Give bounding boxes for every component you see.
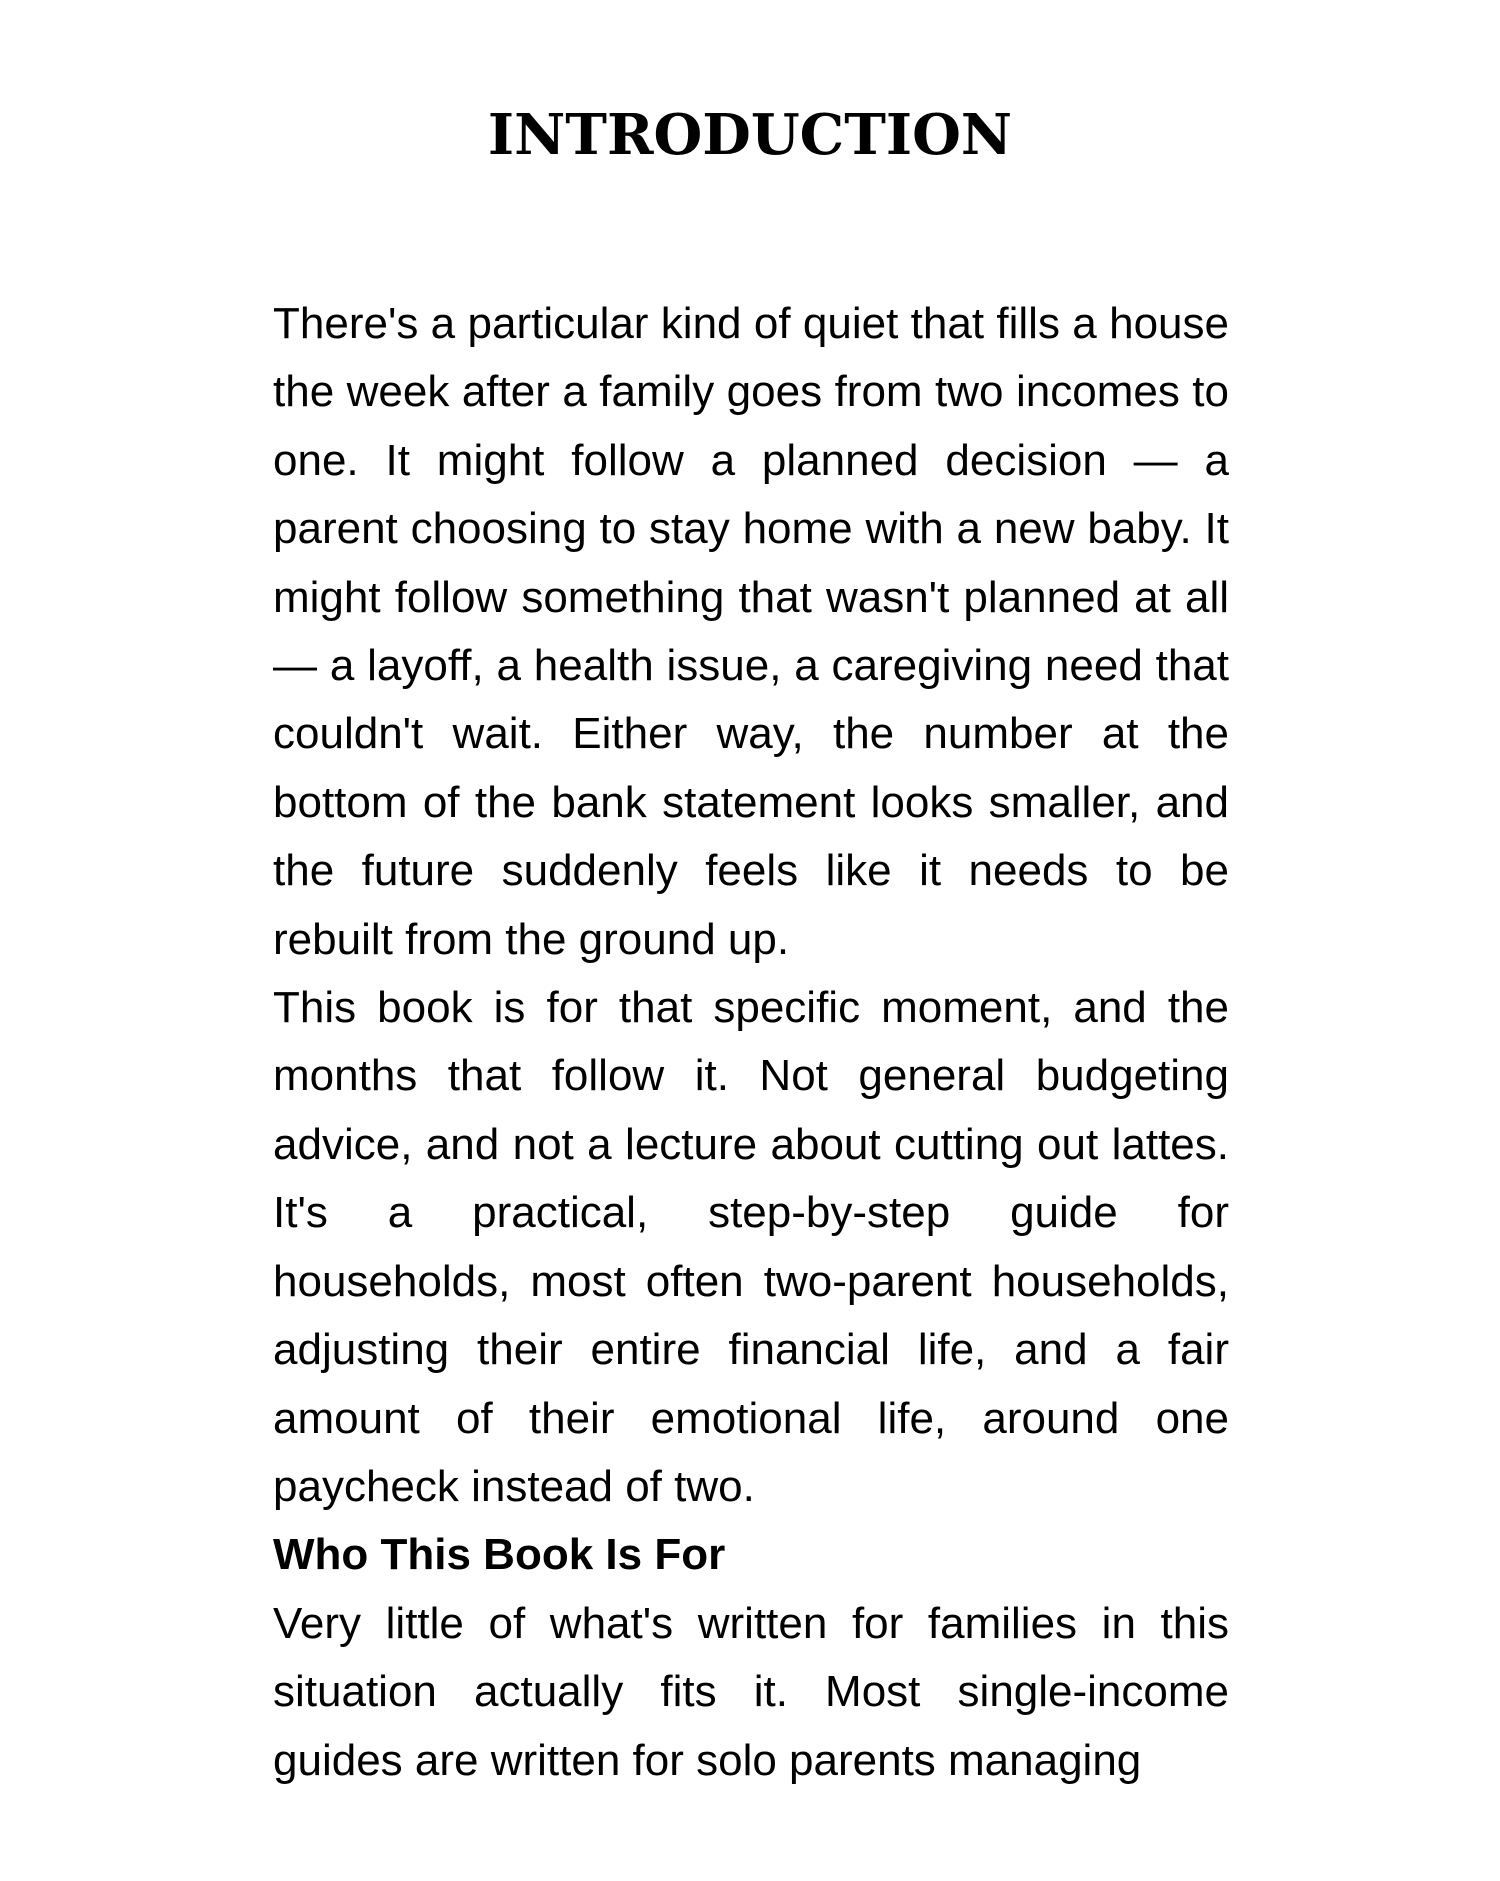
- body-text: [273, 290, 1229, 1795]
- paragraph-intro-1: There's a particular kind of quiet that fills a house the week after a family goes from two incomes to one. It might follow a planned decision — a parent choosing to stay home with a new baby. It might follow something that wasn't planned at all — a layoff, a health issue, a caregiving need that couldn't wait. Either way, the number at the bottom of the bank statement looks smaller, and the future suddenly feels like it needs to be rebuilt from the ground up.: [273, 299, 1229, 964]
- section-heading: Who This Book Is For: [273, 1530, 726, 1580]
- paragraph-intro-2: This book is for that specific moment, and the months that follow it. Not general budgeting advice, and not a lecture about cutting out lattes. It's a practical, step-by-step guide for households, most often two-parent households, adjusting their entire financial life, and a fair amount of their emotional life, around one paycheck instead of two.: [273, 983, 1229, 1511]
- paragraph-who-for: Very little of what's written for families in this situation actually fits it. Most single-income guides are written for solo parents managing: [273, 1598, 1229, 1785]
- chapter-title: INTRODUCTION: [487, 102, 1013, 168]
